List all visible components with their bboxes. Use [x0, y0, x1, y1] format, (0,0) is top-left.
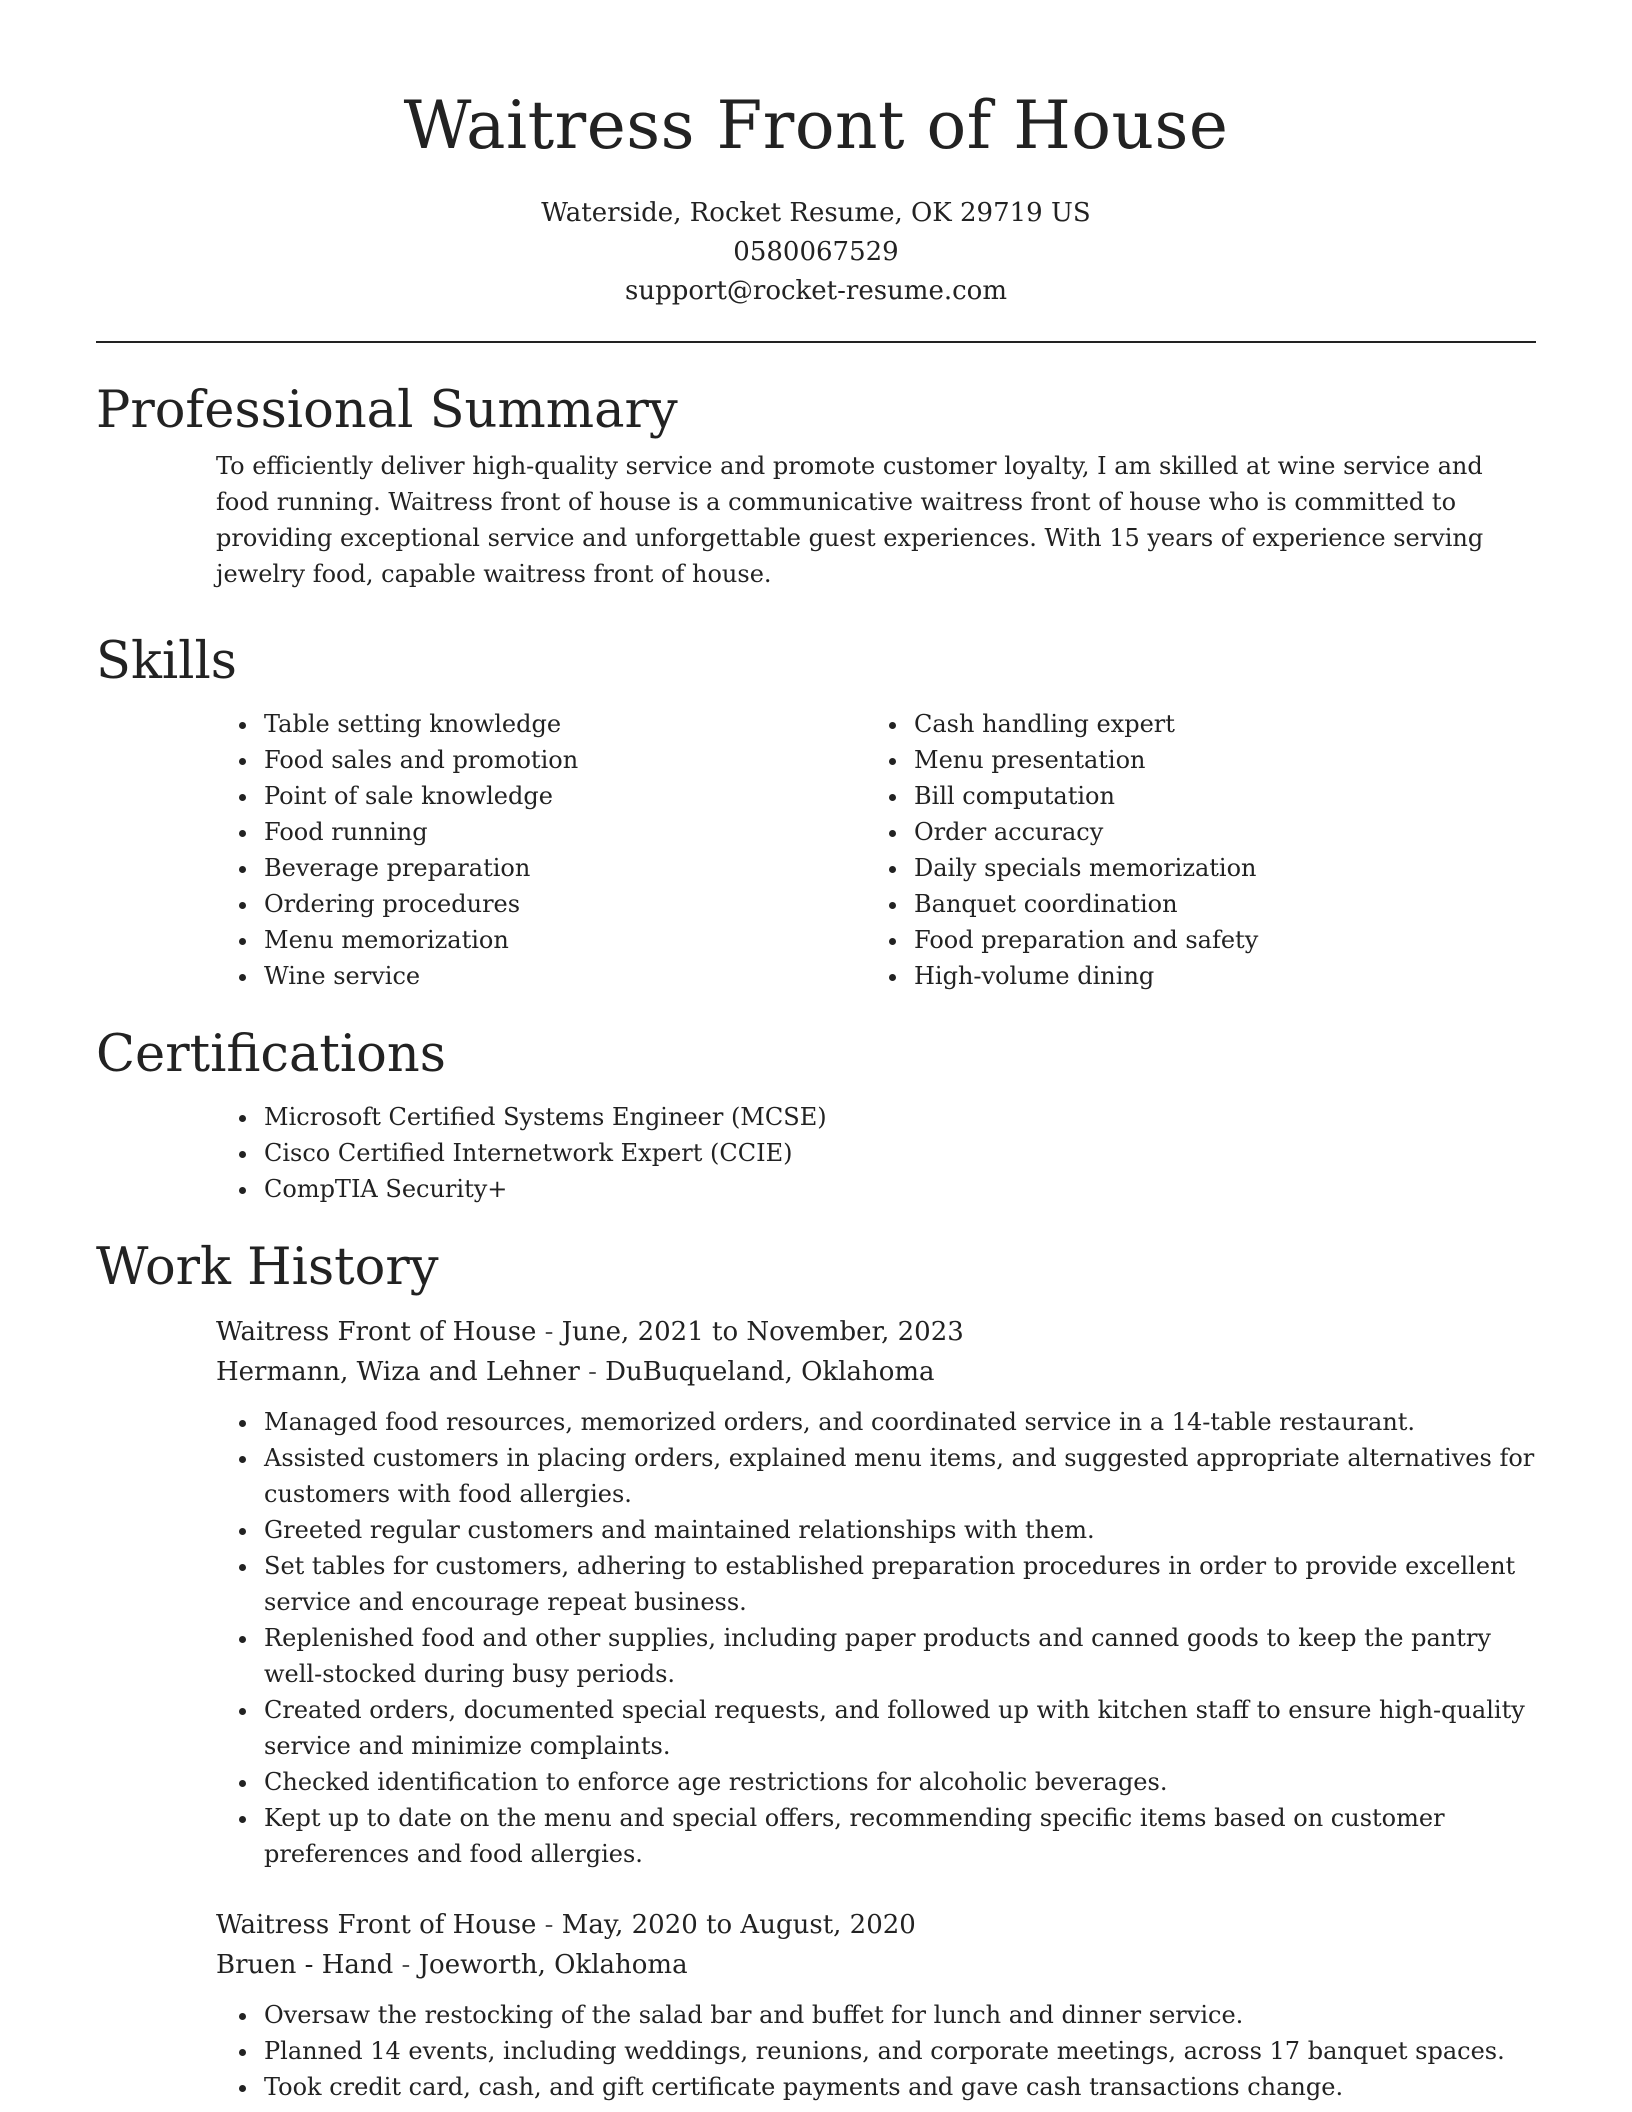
job-bullet: • Planned 14 events, including weddings, reunions, and corporate meetings, across 17 banquet spaces.	[260, 2033, 1536, 2069]
email: support@rocket-resume.com	[624, 276, 1007, 306]
summary-title: Professional Summary	[96, 381, 678, 440]
skill-item: • High-volume dining	[910, 958, 1395, 994]
skill-item: • Menu memorization	[260, 922, 745, 958]
job-entry	[96, 1905, 1536, 2105]
summary-text: To efficiently deliver high-quality service and promote customer loyalty, I am skilled at wine service and food running. Waitress front of house is a communicative waitress front of house who is committed to providing exceptional service and unforgettable guest experiences. With 15 years of experience serving jewelry food, capable waitress front of house.	[216, 452, 1484, 588]
candidate-name: Waitress Front of House	[403, 87, 1229, 164]
skill-item: • Daily specials memorization	[910, 850, 1395, 886]
skill-item: • Table setting knowledge	[260, 706, 745, 742]
work-history-title: Work History	[96, 1238, 439, 1297]
certifications-section	[96, 1025, 1536, 1207]
job-role-line: Waitress Front of House - June, 2021 to November, 2023	[216, 1317, 964, 1347]
skill-item: • Food running	[260, 814, 745, 850]
job-bullet: • Checked identification to enforce age restrictions for alcoholic beverages.	[260, 1764, 1536, 1800]
job-role: Waitress Front of House	[216, 1317, 537, 1347]
summary-section	[96, 381, 1536, 592]
job-employer: Bruen - Hand	[216, 1950, 394, 1980]
certification-item: • CompTIA Security+	[260, 1171, 1536, 1207]
skills-section	[96, 632, 1536, 994]
skill-item: • Ordering procedures	[260, 886, 745, 922]
job-bullet: • Set tables for customers, adhering to established preparation procedures in order to provide excellent service and encourage repeat business.	[260, 1548, 1536, 1620]
skill-item: • Wine service	[260, 958, 745, 994]
skill-item: • Food sales and promotion	[260, 742, 745, 778]
certifications-list	[96, 1099, 1536, 1207]
job-location: DuBuqueland, Oklahoma	[605, 1357, 935, 1387]
skills-list-left	[96, 706, 745, 994]
job-entry	[96, 1312, 1536, 1872]
job-dates: June, 2021 to November, 2023	[561, 1317, 964, 1347]
certification-item: • Cisco Certified Internetwork Expert (CCIE)	[260, 1135, 1536, 1171]
skill-item: • Bill computation	[910, 778, 1395, 814]
job-bullet: • Greeted regular customers and maintained relationships with them.	[260, 1512, 1536, 1548]
job-location: Joeworth, Oklahoma	[418, 1950, 688, 1980]
job-employer-line: Bruen - Hand - Joeworth, Oklahoma	[216, 1950, 688, 1980]
job-bullet: • Replenished food and other supplies, including paper products and canned goods to keep the pantry well-stocked during busy periods.	[260, 1620, 1536, 1692]
skill-item: • Menu presentation	[910, 742, 1395, 778]
skills-list-right	[745, 706, 1395, 994]
header-divider	[96, 341, 1536, 343]
skill-item: • Point of sale knowledge	[260, 778, 745, 814]
job-role-line: Waitress Front of House - May, 2020 to August, 2020	[216, 1910, 916, 1940]
skill-item: • Banquet coordination	[910, 886, 1395, 922]
skill-item: • Order accuracy	[910, 814, 1395, 850]
phone: 0580067529	[733, 237, 899, 267]
address: Waterside, Rocket Resume, OK 29719 US	[541, 198, 1091, 228]
job-bullets	[96, 1997, 1536, 2105]
work-history-section	[96, 1238, 1536, 2105]
job-bullet: • Managed food resources, memorized orders, and coordinated service in a 14-table restaurant.	[260, 1404, 1536, 1440]
job-bullet: • Created orders, documented special requests, and followed up with kitchen staff to ensure high-quality service and minimize complaints.	[260, 1692, 1536, 1764]
skill-item: • Food preparation and safety	[910, 922, 1395, 958]
certifications-title: Certifications	[96, 1025, 446, 1084]
job-bullets	[96, 1404, 1536, 1872]
job-bullet: • Kept up to date on the menu and special offers, recommending specific items based on customer preferences and food allergies.	[260, 1800, 1536, 1872]
job-dates: May, 2020 to August, 2020	[561, 1910, 916, 1940]
job-bullet: • Took credit card, cash, and gift certificate payments and gave cash transactions change.	[260, 2069, 1536, 2105]
certification-item: • Microsoft Certified Systems Engineer (MCSE)	[260, 1099, 1536, 1135]
resume-header	[0, 0, 1632, 311]
skills-columns	[96, 706, 1536, 994]
skill-item: • Beverage preparation	[260, 850, 745, 886]
skill-item: • Cash handling expert	[910, 706, 1395, 742]
contact-info	[0, 194, 1632, 311]
job-bullet: • Oversaw the restocking of the salad bar and buffet for lunch and dinner service.	[260, 1997, 1536, 2033]
job-role: Waitress Front of House	[216, 1910, 537, 1940]
job-employer: Hermann, Wiza and Lehner	[216, 1357, 580, 1387]
skills-title: Skills	[96, 632, 237, 691]
job-bullet: • Assisted customers in placing orders, explained menu items, and suggested appropriate alternatives for customers with food allergies.	[260, 1440, 1536, 1512]
job-employer-line: Hermann, Wiza and Lehner - DuBuqueland, Oklahoma	[216, 1357, 935, 1387]
